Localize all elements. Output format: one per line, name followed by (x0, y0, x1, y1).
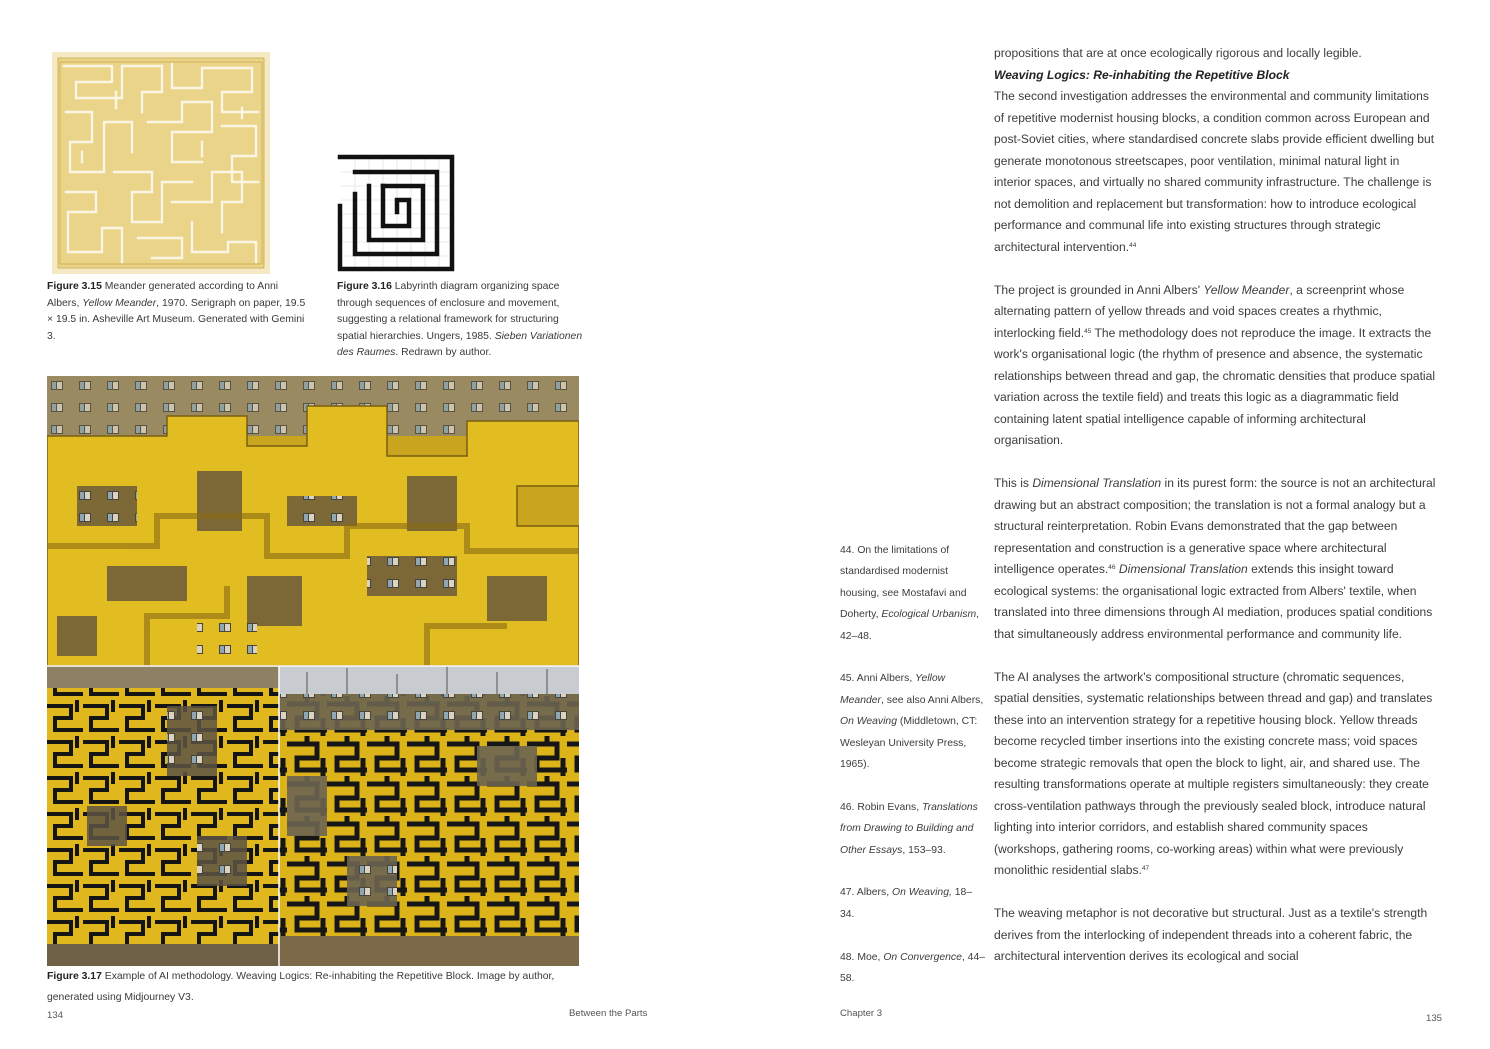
figure-3-17-caption (47, 966, 567, 1008)
paragraph-3: This is Dimensional Translation in its purest form: the source is not an architectural drawing but an abstract composition; the translation is not a formal analogy but a structural reinterpretation. Robin Evans demonstrated that the gap between representation and construction is a generative space where architectural intelligence operates.$^{46}$ Dimensional Translation extends this insight toward ecological systems: the organisational logic extracted from Albers' textile, when translated into three dimensions through AI mediation, produces spatial conditions that simultaneously address environmental performance and community life. (994, 476, 1436, 641)
endnote-48: 48. Moe, On Convergence, 44–58. (840, 951, 986, 985)
page-number-right: 135 (1426, 1013, 1443, 1024)
section-heading: Weaving Logics: Re-inhabiting the Repetitive Block (994, 67, 1290, 82)
caption-text: , 1970. Serigraph on paper, 19.5 × 19.5 in. Asheville Art Museum. Generated with Gemini 3. (47, 297, 306, 342)
figure-3-17-image (47, 376, 579, 966)
caption-italic: Yellow Meander (82, 297, 157, 309)
caption-text: Labyrinth diagram organizing space through sequences of enclosure and movement, suggesting a relational framework for structuring spatial hierarchies. Ungers, 1985. (337, 281, 560, 342)
endnotes (840, 540, 986, 1011)
endnote-45: 45. Anni Albers, Yellow Meander, see also Anni Albers, On Weaving (Middletown, CT: Wesleyan University Press, 1965). (840, 673, 984, 771)
main-text (994, 43, 1436, 989)
figure-3-15-caption (47, 279, 307, 345)
endnote-46: 46. Robin Evans, Translations from Drawing to Building and Other Essays, 153–93. (840, 801, 978, 856)
figure-3-16-image (337, 154, 455, 272)
chapter-label: Chapter 3 (840, 1008, 883, 1019)
figure-label: Figure 3.16 (337, 281, 392, 292)
note-ref: 44 (1129, 241, 1137, 249)
running-head: Between the Parts (569, 1008, 648, 1019)
caption-text: . Redrawn by author. (395, 347, 492, 358)
note-ref: 46 (1108, 564, 1116, 571)
endnote-47: 47. Albers, On Weaving, 18–34. (840, 887, 973, 920)
paragraph-4: The AI analyses the artwork's compositional structure (chromatic sequences, spatial densities, systematic relationships between thread and gap) and translates these into an intervention strategy for a repetitive housing block. Yellow threads become recycled timber insertions into the existing concrete mass; void spaces become strategic removals that open the block to light, air, and shared use. The resulting transformations operate at multiple registers simultaneously: they create cross-ventilation pathways through the previously sealed block, introduce natural lighting into interior corridors, and establish shared community spaces (workshops, gathering rooms, co-working areas) within what were previously monolithic residential slabs.$^{47}$ (994, 669, 1433, 877)
endnote-44: 44. On the limitations of standardised modernist housing, see Mostafavi and Doherty, Ecological Urbanism, 42–48. (840, 545, 979, 642)
opening-line: propositions that are at once ecologically rigorous and locally legible. (994, 46, 1362, 60)
figure-label: Figure 3.15 (47, 281, 102, 292)
figure-label: Figure 3.17 (47, 971, 102, 982)
caption-text: Meander generated according to Anni Albers, (47, 281, 279, 309)
paragraph-2: The project is grounded in Anni Albers' Yellow Meander, a screenprint whose alternating pattern of yellow threads and void spaces creates a rhythmic, interlocking field.$^{45}$ The methodology does not reproduce the image. It extracts the work's organisational logic (the rhythm of presence and absence, the systematic relationships between thread and gap, the chromatic densities that produce spatial variation across the textile field) and treats this logic as a diagrammatic field containing latent spatial intelligence capable of informing architectural organisation. (994, 282, 1436, 447)
figure-3-16-caption (337, 279, 587, 362)
caption-italic: Sieben Variationen des Raumes (337, 330, 583, 358)
note-ref: 45 (1084, 327, 1092, 335)
paragraph-5: The weaving metaphor is not decorative but structural. Just as a textile's strength derives from the interlocking of independent threads into a coherent fabric, the architectural intervention derives its ecological and social (994, 906, 1428, 963)
note-ref: 47 (1141, 865, 1150, 872)
page-number-left: 134 (47, 1010, 64, 1021)
paragraph-1: The second investigation addresses the environmental and community limitations of repetitive modernist housing blocks, a condition common across European and post-Soviet cities, where standardised concrete slabs provide efficient dwelling but generate monotonous streetscapes, poor ventilation, minimal natural light in interior spaces, and virtually no shared community infrastructure. The challenge is not demolition and replacement but transformation: how to introduce ecological performance and communal life into existing structures through strategic architectural intervention.$^{44}$ (994, 89, 1435, 254)
figure-3-15-image (52, 52, 270, 274)
caption-text: Example of AI methodology. Weaving Logics: Re-inhabiting the Repetitive Block. Image by author, generated using Midjourney V3. (47, 971, 555, 1003)
